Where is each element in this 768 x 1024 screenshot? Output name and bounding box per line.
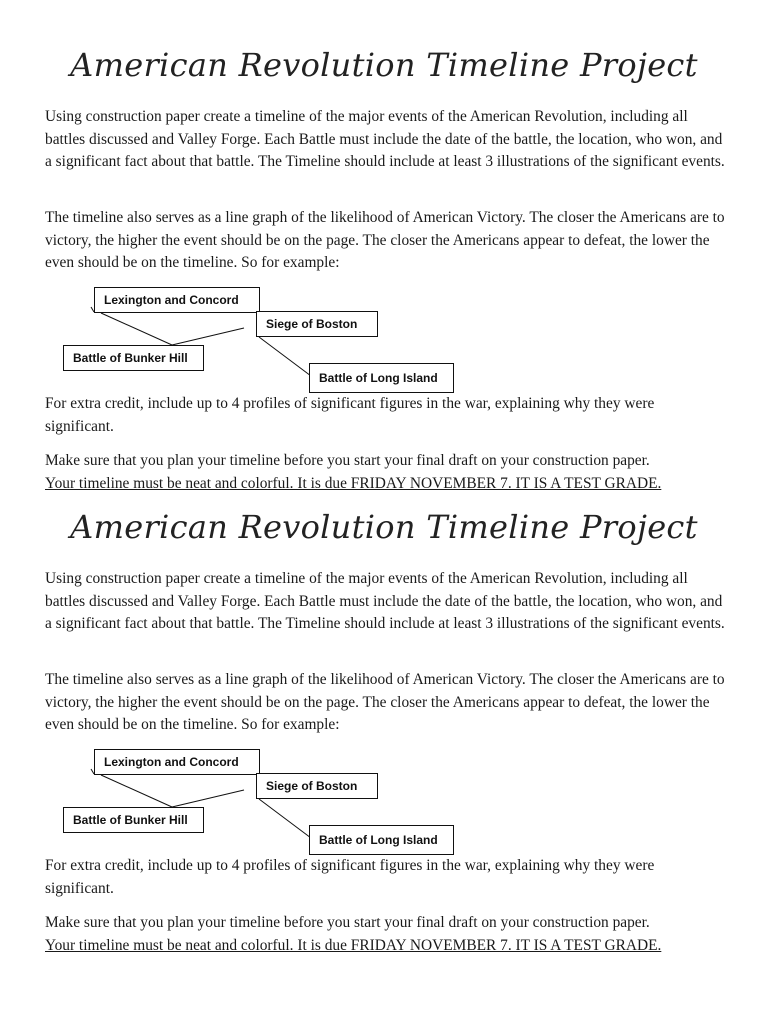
planning-sentence: Make sure that you plan your timeline before you start your final draft on your construction paper. bbox=[45, 452, 650, 469]
line-graph-paragraph: The timeline also serves as a line graph of the likelihood of American Victory. The closer the Americans are to victory, the higher the event should be on the page. The closer the Americans appear to defeat, the lower the even should be on the timeline. So for example: bbox=[45, 671, 725, 733]
extra-credit-paragraph: For extra credit, include up to 4 profiles of significant figures in the war, explaining why they were significant. bbox=[45, 395, 655, 435]
event-box-lexington: Lexington and Concord bbox=[94, 287, 260, 313]
event-box-long-island: Battle of Long Island bbox=[309, 825, 454, 855]
instructions-paragraph: Using construction paper create a timeline of the major events of the American Revolution, including all battles discussed and Valley Forge. Each Battle must include the date of the battle, the location, who won, and a significant fact about that battle. The Timeline should include at least 3 illustrations of the significant events. bbox=[45, 570, 725, 632]
planning-sentence: Make sure that you plan your timeline before you start your final draft on your construction paper. bbox=[45, 914, 650, 931]
page-title: American Revolution Timeline Project bbox=[70, 508, 698, 546]
event-box-long-island: Battle of Long Island bbox=[309, 363, 454, 393]
handout-copy-2 bbox=[0, 462, 768, 962]
event-box-siege-of-boston: Siege of Boston bbox=[256, 311, 378, 337]
event-box-lexington: Lexington and Concord bbox=[94, 749, 260, 775]
due-date-paragraph bbox=[45, 912, 725, 957]
page-title: American Revolution Timeline Project bbox=[70, 46, 698, 84]
due-date-sentence: Your timeline must be neat and colorful. It is due FRIDAY NOVEMBER 7. IT IS A TEST GRADE. bbox=[45, 474, 662, 492]
handout-copy-1 bbox=[0, 0, 768, 500]
event-box-siege-of-boston: Siege of Boston bbox=[256, 773, 378, 799]
event-box-bunker-hill: Battle of Bunker Hill bbox=[63, 345, 204, 371]
extra-credit-paragraph: For extra credit, include up to 4 profiles of significant figures in the war, explaining why they were significant. bbox=[45, 857, 655, 897]
event-box-bunker-hill: Battle of Bunker Hill bbox=[63, 807, 204, 833]
instructions-paragraph: Using construction paper create a timeline of the major events of the American Revolution, including all battles discussed and Valley Forge. Each Battle must include the date of the battle, the location, who won, and a significant fact about that battle. The Timeline should include at least 3 illustrations of the significant events. bbox=[45, 108, 725, 170]
due-date-sentence: Your timeline must be neat and colorful. It is due FRIDAY NOVEMBER 7. IT IS A TEST GRADE. bbox=[45, 936, 662, 954]
line-graph-paragraph: The timeline also serves as a line graph of the likelihood of American Victory. The closer the Americans are to victory, the higher the event should be on the page. The closer the Americans appear to defeat, the lower the even should be on the timeline. So for example: bbox=[45, 209, 725, 271]
